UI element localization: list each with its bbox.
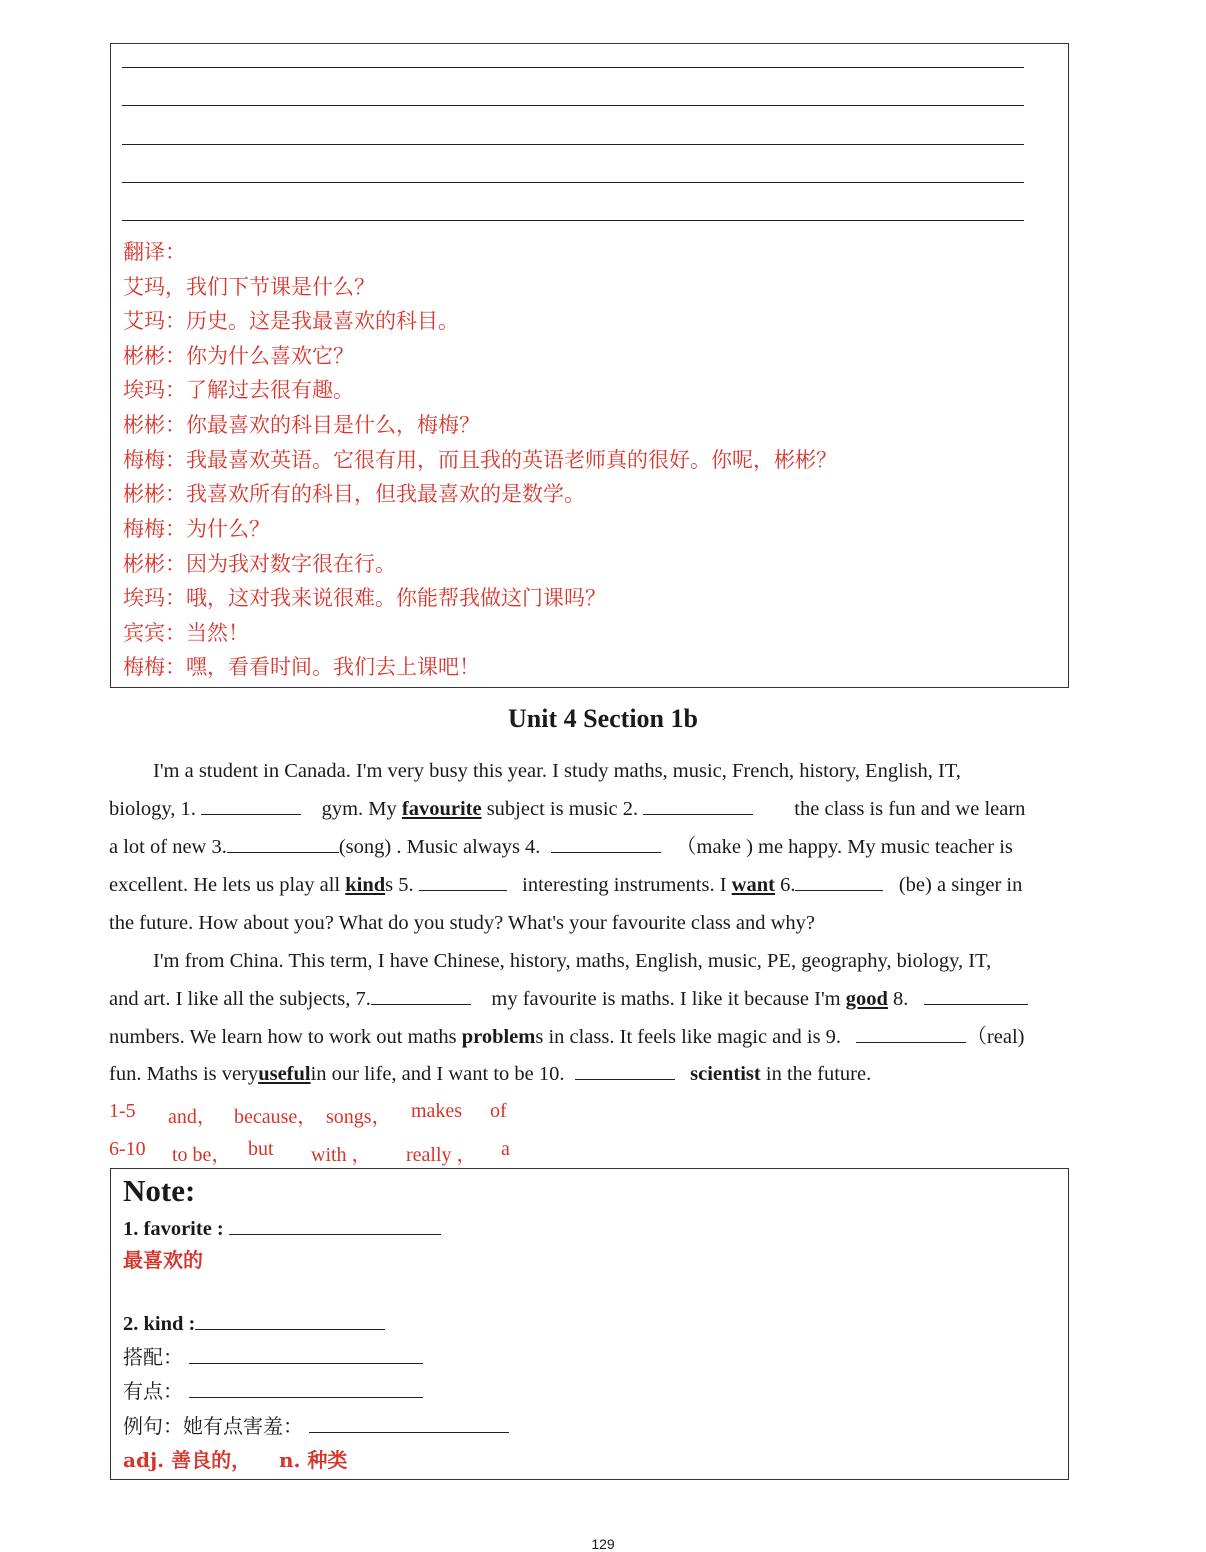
- note-label: 有点：: [123, 1379, 183, 1403]
- translation-line: 宾宾：当然！: [123, 621, 249, 645]
- note-title: Note:: [123, 1173, 196, 1208]
- blank-7[interactable]: [371, 987, 471, 1005]
- passage-line: [109, 1024, 1024, 1050]
- translation-line: 艾玛：历史。这是我最喜欢的科目。: [123, 309, 459, 333]
- translation-line: 彬彬：因为我对数字很在行。: [123, 552, 396, 576]
- translation-title: 翻译：: [123, 240, 186, 264]
- passage-text: I'm from China. This term, I have Chinese, history, maths, English, music, PE, geography, biology, IT,: [153, 950, 992, 972]
- translation-line: 彬彬：你最喜欢的科目是什么，梅梅？: [123, 413, 480, 437]
- keyword-good: good: [845, 988, 888, 1010]
- passage-line: [109, 910, 815, 936]
- translation-line: 梅梅：嘿，看看时间。我们去上课吧！: [123, 655, 480, 679]
- passage-text: （real): [966, 1026, 1025, 1048]
- note-label: 搭配：: [123, 1345, 183, 1369]
- blank-10[interactable]: [575, 1062, 675, 1080]
- answer-item: to be，: [172, 1144, 232, 1166]
- note-answer: adj. 善良的， n. 种类: [123, 1448, 348, 1472]
- blank-8[interactable]: [924, 987, 1028, 1005]
- answer-item: but: [248, 1138, 274, 1160]
- blank-1[interactable]: [201, 797, 301, 815]
- passage-text: the future. How about you? What do you study? What's your favourite class and why?: [109, 912, 816, 934]
- passage-text: 6.: [780, 874, 796, 896]
- passage-text: biology, 1.: [109, 798, 196, 820]
- answer-line: [122, 182, 1024, 183]
- answer-item: with ，: [311, 1144, 372, 1166]
- keyword-favourite: favourite: [401, 798, 482, 820]
- passage-line: [109, 796, 1025, 822]
- section-title: Unit 4 Section 1b: [508, 704, 698, 733]
- answer-line: [122, 67, 1024, 68]
- passage-text: in our life, and I want to be 10.: [310, 1063, 565, 1085]
- note-example: [123, 1413, 509, 1439]
- blank-4[interactable]: [551, 835, 661, 853]
- passage-line: [153, 758, 961, 784]
- passage-line: [109, 872, 1022, 898]
- answer-line: [122, 220, 1024, 221]
- note-somewhat: [123, 1378, 423, 1404]
- passage-text: I'm a student in Canada. I'm very busy this year. I study maths, music, French, history, English, IT,: [153, 760, 961, 782]
- translation-line: 彬彬：你为什么喜欢它？: [123, 344, 354, 368]
- passage-text: 8.: [893, 988, 909, 1010]
- answer-line: [122, 105, 1024, 106]
- note-label: 例句：她有点害羞：: [123, 1414, 303, 1438]
- answer-range: 1-5: [109, 1100, 136, 1122]
- note-label: 1. favorite :: [123, 1218, 224, 1240]
- answer-range: 6-10: [109, 1138, 146, 1160]
- note-blank[interactable]: [229, 1217, 441, 1235]
- note-answer: 最喜欢的: [123, 1248, 203, 1272]
- note-box: [110, 1168, 1069, 1480]
- passage-line: [153, 948, 991, 974]
- blank-2[interactable]: [643, 797, 753, 815]
- answer-item: and，: [168, 1106, 217, 1128]
- passage-text: excellent. He lets us play all: [109, 874, 341, 896]
- note-item-kind: [123, 1311, 385, 1337]
- passage-text: fun. Maths is very: [109, 1063, 259, 1085]
- blank-9[interactable]: [856, 1025, 966, 1043]
- passage-line: [109, 1061, 871, 1087]
- keyword-want: want: [731, 874, 775, 896]
- passage-text: (song) . Music always 4.: [338, 836, 541, 858]
- passage-text: s in class. It feels like magic and is 9.: [535, 1026, 842, 1048]
- translation-line: 彬彬：我喜欢所有的科目，但我最喜欢的是数学。: [123, 482, 585, 506]
- blank-3[interactable]: [227, 835, 339, 853]
- answer-item: songs，: [326, 1106, 392, 1128]
- note-blank[interactable]: [309, 1415, 509, 1433]
- passage-text: and art. I like all the subjects, 7.: [109, 988, 371, 1010]
- passage-line: [109, 986, 1028, 1012]
- passage-text: a lot of new 3.: [109, 836, 227, 858]
- translation-line: 艾玛，我们下节课是什么？: [123, 275, 375, 299]
- note-item-favorite: [123, 1216, 441, 1242]
- keyword-scientist: scientist: [690, 1063, 761, 1085]
- answer-line: [122, 144, 1024, 145]
- answer-item: really ，: [406, 1144, 477, 1166]
- passage-text: subject is music 2.: [486, 798, 639, 820]
- translation-line: 梅梅：为什么？: [123, 517, 270, 541]
- answer-item: because，: [234, 1106, 318, 1128]
- blank-6[interactable]: [795, 873, 883, 891]
- translation-box: [110, 43, 1069, 688]
- page-number: 129: [591, 1536, 615, 1552]
- passage-text: s 5.: [385, 874, 414, 896]
- translation-line: 埃玛：了解过去很有趣。: [123, 378, 354, 402]
- passage-text: （make ) me happy. My music teacher is: [676, 836, 1013, 858]
- passage-line: [109, 834, 1013, 860]
- keyword-kind: kind: [345, 874, 386, 896]
- blank-5[interactable]: [419, 873, 507, 891]
- translation-line: 埃玛：哦，这对我来说很难。你能帮我做这门课吗？: [123, 586, 606, 610]
- passage-text: (be) a singer in: [898, 874, 1023, 896]
- passage-text: numbers. We learn how to work out maths: [109, 1026, 457, 1048]
- note-blank[interactable]: [189, 1346, 423, 1364]
- passage-text: interesting instruments. I: [522, 874, 727, 896]
- keyword-problem: problem: [461, 1026, 536, 1048]
- note-label: 2. kind :: [123, 1313, 196, 1335]
- passage-text: the class is fun and we learn: [794, 798, 1026, 820]
- answer-item: makes: [411, 1100, 463, 1122]
- answer-item: of: [490, 1100, 507, 1122]
- passage-text: in the future.: [765, 1063, 872, 1085]
- note-blank[interactable]: [189, 1380, 423, 1398]
- translation-line: 梅梅：我最喜欢英语。它很有用，而且我的英语老师真的很好。你呢，彬彬？: [123, 448, 837, 472]
- passage-text: gym. My: [321, 798, 397, 820]
- note-blank[interactable]: [195, 1312, 385, 1330]
- passage-text: my favourite is maths. I like it because I'm: [491, 988, 841, 1010]
- answer-item: a: [501, 1138, 510, 1160]
- note-collocation: [123, 1344, 423, 1370]
- keyword-useful: useful: [258, 1063, 311, 1085]
